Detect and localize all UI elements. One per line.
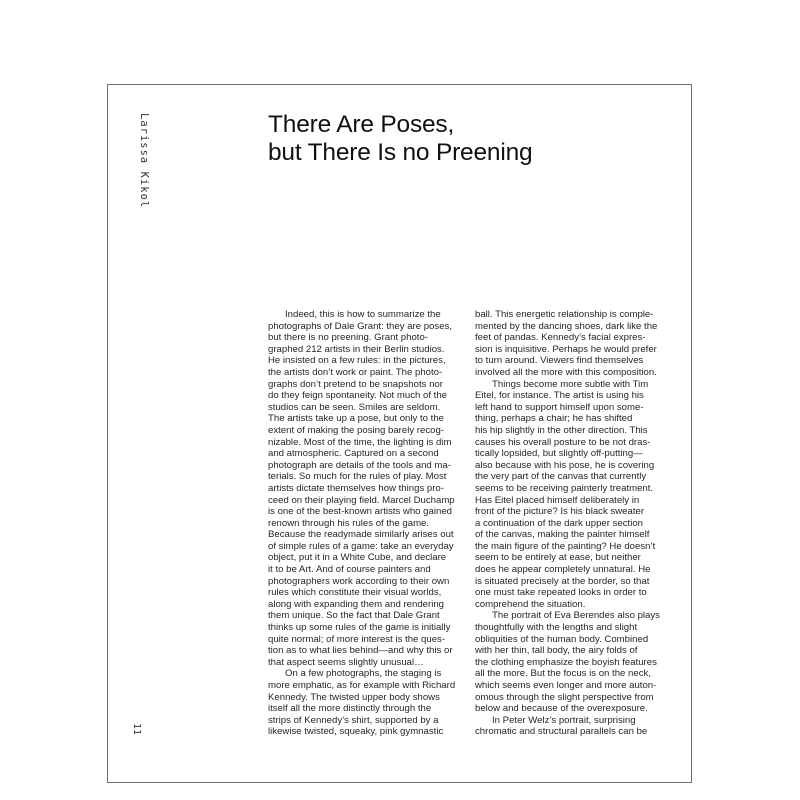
article-title — [268, 111, 532, 167]
body-text-line: seems to be receiving painterly treatment. — [475, 482, 654, 494]
body-text-line: along with expanding them and rendering — [268, 598, 445, 610]
body-text-line: them unique. So the fact that Dale Grant — [268, 610, 440, 622]
body-text-line: thing, perhaps a chair; he has shifted — [475, 413, 633, 425]
page-number: 11 — [131, 723, 142, 736]
body-text-line: rules which constitute their visual worlds, — [268, 587, 442, 599]
body-text-line: but there is no preening. Grant photo- — [268, 332, 428, 344]
body-text-line: mented by the dancing shoes, dark like the — [475, 320, 658, 332]
body-text-line: Kennedy. The twisted upper body shows — [268, 691, 440, 703]
body-text-line: strips of Kennedy’s shirt, supported by a — [268, 714, 439, 726]
body-text-line: Things become more subtle with Tim — [492, 378, 649, 390]
body-text-line: do they feign spontaneity. Not much of the — [268, 390, 448, 402]
body-text-line: the artists don’t work or paint. The photo- — [268, 366, 443, 378]
body-text-line: also because with his pose, he is covering — [475, 459, 655, 471]
body-text-line: itself all the more distinctly through the — [268, 703, 432, 715]
body-text-line: sion is inquisitive. Perhaps he would prefer — [475, 343, 657, 355]
body-text-line: of the canvas, making the painter himself — [475, 529, 650, 541]
body-text-line: all the more. But the focus is on the neck, — [475, 668, 651, 680]
body-text-line: thoughtfully with the lengths and slight — [475, 622, 638, 634]
body-text-line: Because the readymade similarly arises out — [268, 529, 454, 541]
body-text-line: involved all the more with this composition. — [475, 366, 657, 378]
body-text-line: quite normal; of more interest is the ques- — [268, 633, 446, 645]
body-text-line: the very part of the canvas that currently — [475, 471, 647, 483]
body-text-line: the clothing emphasize the boyish features — [475, 656, 657, 668]
body-text-line: more emphatic, as for example with Richard — [268, 680, 456, 691]
title-line: but There Is no Preening — [268, 139, 533, 166]
body-text-line: likewise twisted, squeaky, pink gymnastic — [268, 726, 444, 738]
body-text-line: front of the picture? Is his black sweater — [475, 506, 645, 518]
body-text-line: omous through the slight perspective from — [475, 691, 654, 703]
body-text-line: nizable. Most of the time, the lighting is dim — [268, 436, 452, 448]
body-text-line: ball. This energetic relationship is comple- — [475, 309, 654, 320]
title-line: There Are Poses, — [268, 111, 455, 138]
body-text-line: artists dictate themselves how things pro- — [268, 482, 444, 494]
body-text-line: is situated precisely at the border, so that — [475, 575, 650, 587]
body-text-line: Eitel, for instance. The artist is using his — [475, 390, 644, 402]
body-text-line: Has Eitel placed himself deliberately in — [475, 494, 640, 506]
body-text-line: photographs of Dale Grant: they are poses, — [268, 320, 452, 332]
body-text-line: a continuation of the dark upper section — [475, 517, 644, 529]
body-text-line: it to be Art. And of course painters and — [268, 564, 431, 576]
body-text-line: tically lopsided, but slightly off-putting— — [475, 448, 643, 460]
body-text-line: The artists take up a pose, but only to the — [268, 413, 444, 425]
body-text-line: and atmospheric. Captured on a second — [268, 448, 439, 460]
body-text-line: comprehend the situation. — [475, 598, 586, 610]
body-text-line: Indeed, this is how to summarize the — [285, 309, 441, 320]
body-text-line: left hand to support himself upon some- — [475, 401, 644, 413]
body-text-line: with her thin, tall body, the airy folds of — [475, 645, 638, 657]
body-text-line: graphed 212 artists in their Berlin studios. — [268, 343, 445, 355]
body-text-line: renown through his rules of the game. — [268, 517, 430, 529]
body-text-line: thinks up some rules of the game is initially — [268, 622, 451, 634]
body-text-line: chromatic and structural parallels can be — [475, 726, 648, 738]
body-text-line: photographers work according to their own — [268, 575, 450, 587]
body-text-line: to turn around. Viewers find themselves — [475, 355, 644, 367]
body-text-line: tion as to what lies behind—and why this or — [268, 645, 453, 657]
body-text-line: causes his overall posture to be not dras- — [475, 436, 651, 448]
body-text-line: below and because of the overexposure. — [475, 703, 648, 715]
body-text-line: graphs don’t pretend to be snapshots nor — [268, 378, 443, 390]
body-text-line: extent of making the posing barely recog- — [268, 424, 444, 436]
body-text-line: does he appear completely unnatural. He — [475, 564, 651, 576]
body-text-line: The portrait of Eva Berendes also plays — [492, 610, 660, 622]
body-text-line: In Peter Welz’s portrait, surprising — [492, 714, 636, 726]
body-text-line: the main figure of the painting? He doesn’t — [475, 540, 656, 552]
body-text-line: ceed on their playing field. Marcel Duchamp — [268, 494, 455, 506]
body-text-line: which seems even longer and more auton- — [475, 680, 657, 691]
body-text-line: obliquities of the human body. Combined — [475, 633, 649, 645]
body-text-line: that aspect seems slightly unusual… — [268, 656, 424, 668]
body-text-line: one must take repeated looks in order to — [475, 587, 647, 599]
body-text-line: He insisted on a few rules: in the pictures, — [268, 355, 446, 367]
body-text-line: of simple rules of a game: take an everyday — [268, 540, 454, 552]
body-text-line: is one of the best-known artists who gained — [268, 506, 452, 518]
text-column-left — [268, 309, 468, 738]
body-text-line: photograph are details of the tools and ma- — [268, 459, 451, 471]
body-text-line: seem to be entirely at ease, but neither — [475, 552, 641, 564]
body-text-line: studios can be seen. Smiles are seldom. — [268, 401, 441, 413]
body-text-line: feet of pandas. Kennedy’s facial expres- — [475, 332, 646, 344]
author-name: Larissa Kikol — [138, 113, 150, 209]
body-text-line: On a few photographs, the staging is — [285, 668, 442, 680]
text-column-right — [475, 309, 675, 738]
body-text-line: terials. So much for the rules of play. Most — [268, 471, 447, 483]
body-text-line: his hip slightly in the other direction. This — [475, 424, 648, 436]
body-text-line: object, put it in a White Cube, and declare — [268, 552, 447, 564]
